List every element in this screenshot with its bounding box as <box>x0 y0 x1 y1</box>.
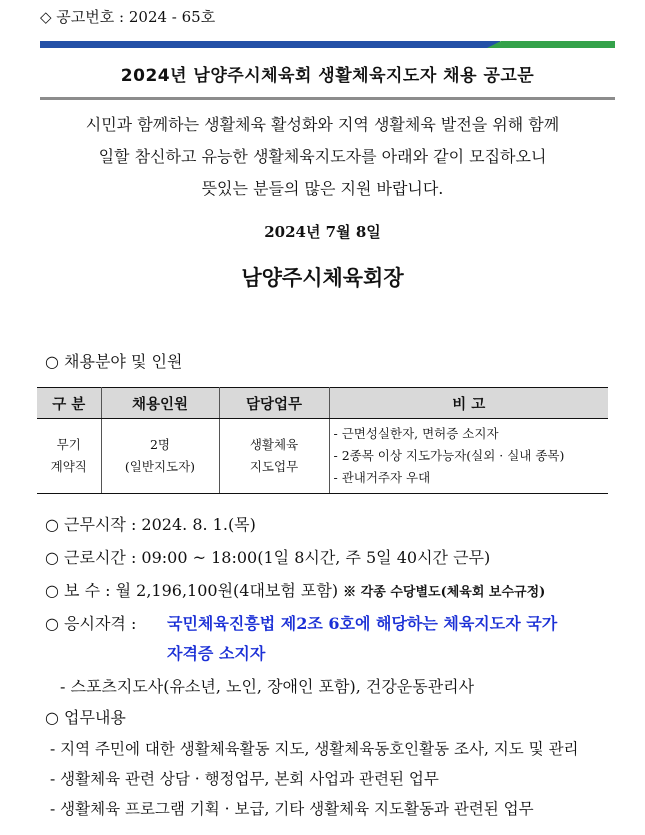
header-remarks: 비 고 <box>329 388 608 419</box>
category-line-1: 무기 <box>56 437 81 452</box>
recruit-table <box>37 387 608 494</box>
table-row <box>37 419 608 494</box>
table-header-row <box>37 388 608 419</box>
count-line-1: 2명 <box>149 437 171 452</box>
cell-category <box>37 419 101 494</box>
qualification-line-2: 자격증 소지자 <box>167 644 266 663</box>
work-item-1: - 지역 주민에 대한 생활체육활동 지도, 생활체육동호인활동 조사, 지도 및 관리 <box>50 740 579 758</box>
pay-amount: ○ 보 수 : 월 2,196,100원(4대보험 포함) <box>45 581 339 600</box>
work-hours: ○ 근로시간 : 09:00 ~ 18:00(1일 8시간, 주 5일 40시간 근무) <box>45 548 491 567</box>
intro-line-3: 뜻있는 분들의 많은 지원 바랍니다. <box>201 179 444 198</box>
count-line-2: (일반지도자) <box>124 459 196 474</box>
qualification-line-1: 국민체육진흥법 제2조 6호에 해당하는 체육지도자 국가 <box>167 614 558 633</box>
work-item-2: - 생활체육 관련 상담 · 행정업무, 본회 사업과 관련된 업무 <box>50 770 439 788</box>
page-title: 2024년 남양주시체육회 생활체육지도자 채용 공고문 <box>120 66 535 86</box>
announcement-date: 2024년 7월 8일 <box>264 223 381 241</box>
cell-duty <box>219 419 329 494</box>
work-item-3: - 생활체육 프로그램 기획 · 보급, 기타 생활체육 지도활동과 관련된 업무 <box>50 800 534 818</box>
work-start: ○ 근무시작 : 2024. 8. 1.(목) <box>45 515 256 534</box>
intro-line-1: 시민과 함께하는 생활체육 활성화와 지역 생활체육 발전을 위해 함께 <box>85 115 560 134</box>
intro-line-2: 일할 참신하고 유능한 생활체육지도자를 아래와 같이 모집하오니 <box>98 147 547 166</box>
pay <box>45 578 545 601</box>
section-recruit-heading: ○ 채용분야 및 인원 <box>45 352 183 371</box>
qualification-label: ○ 응시자격 : <box>45 614 137 633</box>
remark-3: - 관내거주자 우대 <box>333 470 431 485</box>
header-green-bar <box>487 41 615 48</box>
cell-remarks <box>329 419 608 494</box>
work-content-heading: ○ 업무내용 <box>45 708 126 727</box>
title-underline <box>40 97 615 100</box>
organization-name: 남양주시체육회장 <box>241 265 404 290</box>
cell-count <box>101 419 219 494</box>
category-line-2: 계약직 <box>50 459 87 474</box>
header-blue-bar <box>40 41 500 48</box>
duty-line-1: 생활체육 <box>249 437 299 452</box>
header-duty: 담당업무 <box>219 388 329 419</box>
header-category: 구 분 <box>37 388 101 419</box>
remark-1: - 근면성실한자, 면허증 소지자 <box>333 426 499 441</box>
pay-note: ※ 각종 수당별도(체육회 보수규정) <box>343 585 546 600</box>
qualification-detail: - 스포츠지도사(유소년, 노인, 장애인 포함), 건강운동관리사 <box>60 677 475 696</box>
duty-line-2: 지도업무 <box>249 459 299 474</box>
remark-2: - 2종목 이상 지도가능자(실외 · 실내 종목) <box>333 448 565 463</box>
header-count: 채용인원 <box>101 388 219 419</box>
notice-number: ◇ 공고번호 : 2024 - 65호 <box>40 8 216 26</box>
